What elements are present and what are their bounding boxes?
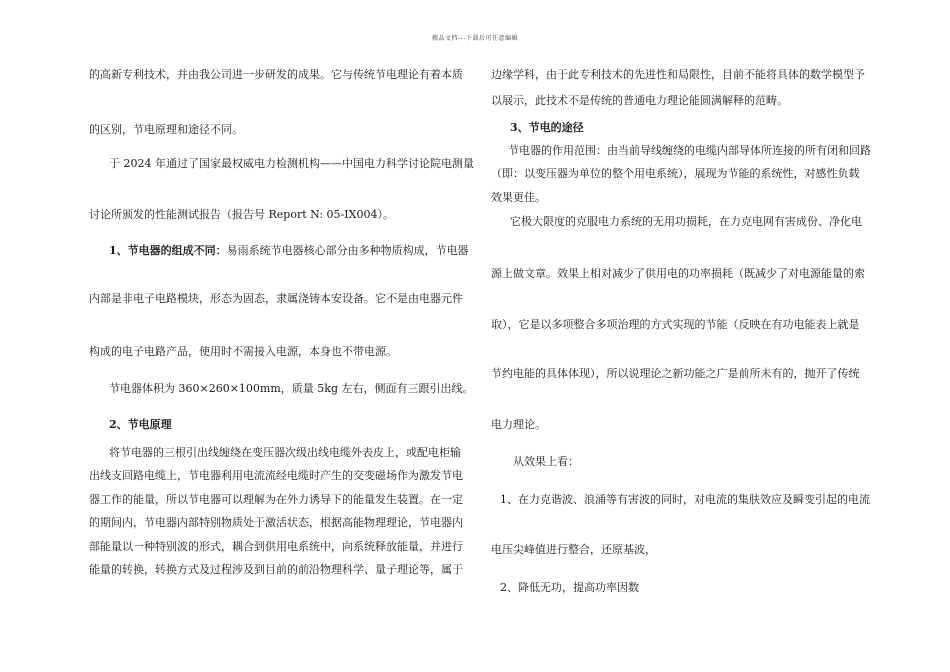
left-line-7: 构成的电子电路产品，使用时不需接入电源，本身也不带电源。 [89,345,397,358]
right-line-4: 节电器的作用范围：由当前导线缠绕的电缆内部导体所连接的所有闭和回路 [508,144,871,157]
heading-composition: 1、节电器的组成不同： [109,244,227,257]
left-line-6: 内部是非电子电路模块，形态为固态，隶属浇铸本安设备。它不是由电器元件 [89,292,463,305]
left-line-5 [109,244,469,258]
right-line-10: 节约电能的具体体现），所以说理论之新功能之广是前所未有的，抛开了传统 [491,367,860,380]
left-line-10: 将节电器的三根引出线缠绕在变压器次级出线电缆外表皮上，或配电柜输 [109,446,461,459]
left-line-12: 器工作的能量，所以节电器可以理解为在外力诱导下的能量发生装置。在一定 [89,493,463,506]
heading-principle: 2、节电原理 [109,418,172,431]
heading-approach: 3、节电的途径 [510,121,584,134]
right-line-11: 电力理论。 [491,418,546,431]
right-line-13: 1、在力克谐波、浪涌等有害波的同时，对电流的集肤效应及瞬变引起的电流 [500,493,870,506]
left-line-4: 讨论所颁发的性能测试报告（报告号 Report N: 05-IX004）。 [89,208,394,221]
right-line-7: 它极大限度的克服电力系统的无用功损耗，在力克电网有害成份、净化电 [510,215,862,228]
left-line-14: 部能量以一种特别波的形式，耦合到供用电系统中，向系统释放能量，并进行 [89,540,463,553]
left-line-1: 的高新专利技术，并由我公司进一步研发的成果。它与传统节电理论有着本质 [89,68,463,81]
page-header: 精品文档---下载后可任意编辑 [432,35,518,42]
left-line-15: 能量的转换，转换方式及过程涉及到目前的前沿物理科学、量子理论等，属于 [89,563,463,576]
right-line-5: （即：以变压器为单位的整个用电系统），展现为节能的系统性，对感性负载 [491,167,860,180]
right-line-9: 取），它是以多项整合多项治理的方式实现的节能（反映在有功电能表上就是 [491,318,860,331]
right-line-15: 2、降低无功，提高功率因数 [500,581,639,594]
left-line-11: 出线支回路电缆上，节电器利用电流流经电缆时产生的交变磁场作为激发节电 [89,469,463,482]
left-line-8: 节电器体积为 360×260×100mm，质量 5kg 左右，侧面有三跟引出线。 [109,382,474,395]
right-line-1: 边缘学科，由于此专利技术的先进性和局限性，目前不能将具体的数学模型予 [491,68,865,81]
left-line-2: 的区别，节电原理和途径不同。 [89,123,243,136]
right-line-6: 效果更佳。 [491,191,546,204]
composition-text: 易雨系统节电器核心部分由多种物质构成，节电器 [226,244,469,257]
left-line-13: 的期间内，节电器内部特别物质处于激活状态，根据高能物理理论，节电器内 [89,516,463,529]
right-line-14: 电压尖峰值进行整合，还原基波， [491,543,656,556]
right-line-2: 以展示，此技术不是传统的普通电力理论能圆满解释的范畴。 [491,94,788,107]
left-line-3: 于 2024 年通过了国家最权威电力检测机构——中国电力科学讨论院电测量 [109,157,474,170]
right-line-12: 从效果上看： [513,455,579,468]
right-line-8: 源上做文章。效果上相对减少了供用电的功率损耗（既减少了对电源能量的索 [491,267,865,280]
